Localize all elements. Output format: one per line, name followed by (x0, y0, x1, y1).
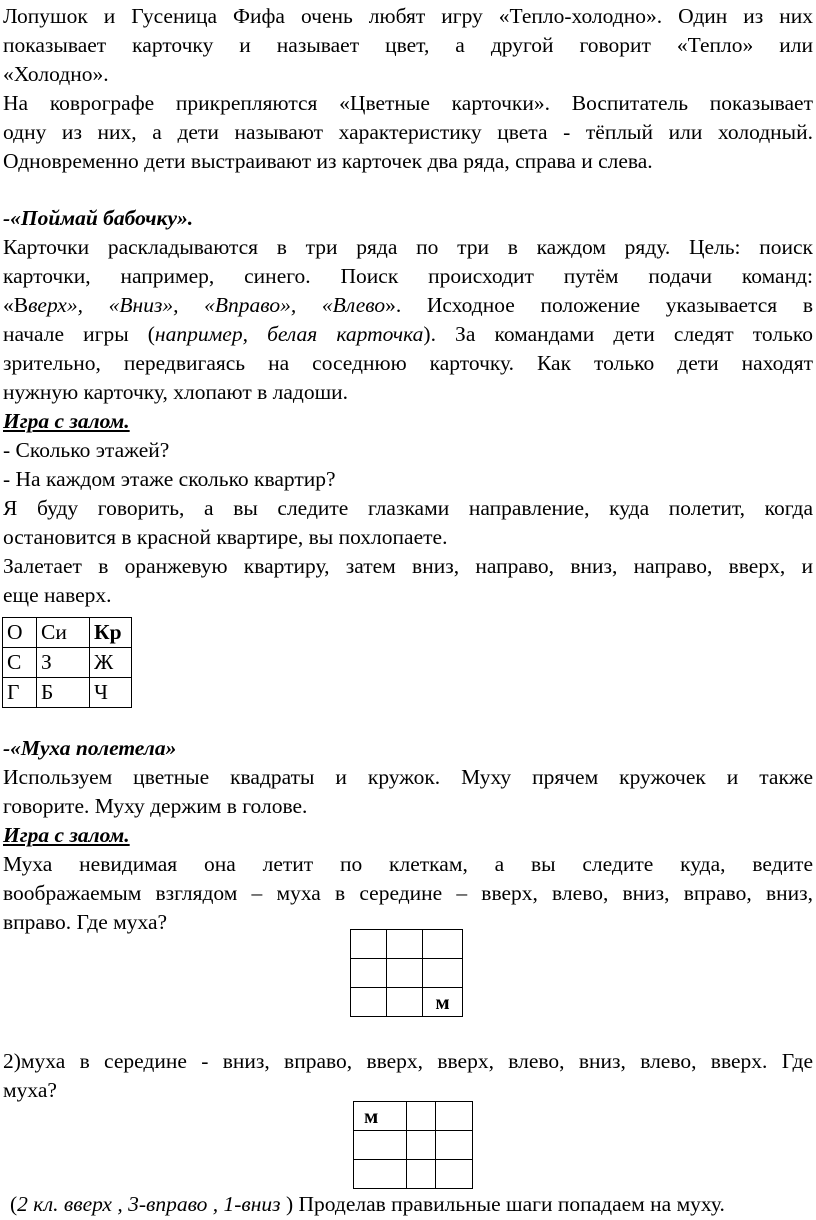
grid-cell (423, 930, 463, 959)
intro-line-2: показывает карточку и называет цвет, а другой говорит «Тепло» или (3, 33, 813, 57)
butterfly-line-4c: ). За командами дети следят только (423, 322, 813, 346)
butterfly-line-2: карточки, например, синего. Поиск происходит путём подачи команд: (3, 264, 813, 288)
table-row (351, 988, 463, 1017)
table-cell: З (37, 648, 90, 678)
fly-grid-2 (353, 1101, 473, 1189)
table-row (351, 930, 463, 959)
butterfly-text-2: остановится в красной квартире, вы похлопаете. (3, 525, 448, 549)
grid-cell (436, 1131, 473, 1160)
fly-paragraph-3: вправо. Где муха? (3, 910, 168, 934)
fly-title: -«Муха полетела» (3, 736, 177, 760)
table-row (354, 1160, 473, 1189)
fly-footer (10, 1190, 816, 1219)
grid-cell (354, 1160, 407, 1189)
grid-cell (351, 988, 387, 1017)
table-row (3, 648, 132, 678)
fly-paragraph-2: воображаемым взглядом – муха в середине – вверх, влево, вниз, вправо, вниз, (3, 881, 813, 905)
intro-line-5: одну из них, а дети называют характеристику цвета - тёплый или холодный. (3, 120, 813, 144)
butterfly-text-4: еще наверх. (3, 583, 112, 607)
butterfly-line-3a: «В (3, 293, 29, 317)
color-cards-table (2, 617, 132, 708)
fly-question-2-line-2: муха? (3, 1078, 57, 1102)
grid-cell (387, 930, 423, 959)
intro-line-4: На коврографе прикрепляются «Цветные карточки». Воспитатель показывает (3, 91, 813, 115)
butterfly-line-3 (3, 291, 813, 320)
table-cell: О (3, 618, 37, 648)
intro-line-1: Лопушок и Гусеница Фифа очень любят игру «Тепло-холодно». Один из них (3, 4, 813, 28)
table-row (351, 959, 463, 988)
table-row (354, 1131, 473, 1160)
butterfly-line-1: Карточки раскладываются в три ряда по три в каждом ряду. Цель: поиск (3, 235, 813, 259)
butterfly-line-5: зрительно, передвигаясь на соседнюю карточку. Как только дети находят (3, 351, 813, 375)
intro-line-6: Одновременно дети выстраивают из карточек два ряда, справа и слева. (3, 149, 653, 173)
butterfly-line-4 (3, 320, 813, 349)
fly-game-heading: Игра с залом. (3, 823, 130, 847)
table-cell-red: Кр (90, 618, 132, 648)
grid-cell (387, 988, 423, 1017)
fly-line-1: Используем цветные квадраты и кружок. Муху прячем кружочек и также (3, 765, 813, 789)
footer-conclusion: ) Проделав правильные шаги попадаем на муху. (285, 1192, 725, 1216)
butterfly-line-4a: начале игры ( (3, 322, 155, 346)
question-floors: - Сколько этажей? (3, 438, 170, 462)
grid-cell (407, 1160, 436, 1189)
grid-cell (436, 1160, 473, 1189)
grid-cell (354, 1131, 407, 1160)
table-cell: Си (37, 618, 90, 648)
butterfly-text-1: Я буду говорить, а вы следите глазками направление, куда полетит, когда (3, 496, 813, 520)
butterfly-game-heading: Игра с залом. (3, 409, 130, 433)
footer-steps: 2 кл. вверх , 3-вправо , 1-вниз (17, 1192, 286, 1216)
grid-cell (351, 930, 387, 959)
intro-line-3: «Холодно». (3, 62, 109, 86)
fly-grid-1 (350, 929, 463, 1017)
butterfly-title: -«Поймай бабочку». (3, 206, 194, 230)
table-cell: Г (3, 678, 37, 708)
grid-cell (387, 959, 423, 988)
grid-cell (407, 1102, 436, 1131)
footer-open: ( (10, 1192, 18, 1216)
fly-mark-cell: м (354, 1102, 407, 1131)
question-apartments: - На каждом этаже сколько квартир? (3, 467, 336, 491)
table-cell: Ч (90, 678, 132, 708)
table-row (354, 1102, 473, 1131)
butterfly-line-6: нужную карточку, хлопают в ладоши. (3, 380, 349, 404)
grid-cell (407, 1131, 436, 1160)
butterfly-text-3: Залетает в оранжевую квартиру, затем вниз, направо, вниз, направо, вверх, и (3, 554, 813, 578)
butterfly-commands: верх», «Вниз», «Вправо», «Влево (28, 293, 386, 317)
table-cell: Б (37, 678, 90, 708)
table-cell: Ж (90, 648, 132, 678)
fly-question-2-line-1: 2)муха в середине - вниз, вправо, вверх, вверх, влево, вниз, влево, вверх. Где (3, 1049, 813, 1073)
butterfly-line-3c: ». Исходное положение указывается в (385, 293, 813, 317)
table-row (3, 678, 132, 708)
table-row (3, 618, 132, 648)
grid-cell (436, 1102, 473, 1131)
butterfly-example: например, белая карточка (154, 322, 424, 346)
fly-paragraph-1: Муха невидимая она летит по клеткам, а вы следите куда, ведите (3, 852, 813, 876)
fly-line-2: говорите. Муху держим в голове. (3, 794, 308, 818)
table-cell: С (3, 648, 37, 678)
grid-cell (351, 959, 387, 988)
grid-cell (423, 959, 463, 988)
fly-mark-cell: м (423, 988, 463, 1017)
